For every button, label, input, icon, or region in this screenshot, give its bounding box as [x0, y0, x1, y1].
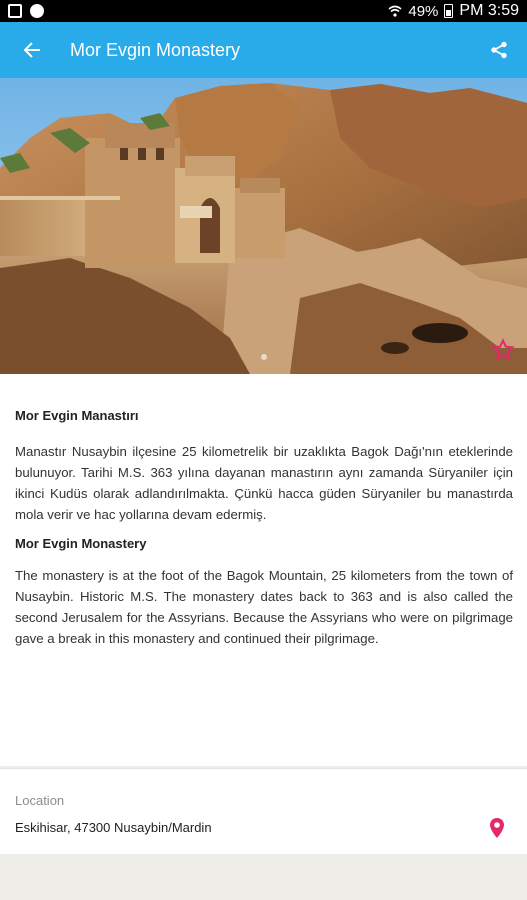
arrow-back-icon — [23, 41, 41, 59]
description-english: The monastery is at the foot of the Bagok Mountain, 25 kilometers from the town of Nusaybin. Historic M.S. The monastery dates back to 363 and is also called the second Jerusalem for the Assyrians. Because the Assyrians who were on pilgrimage gave a break in this monastery and continued their pilgrimage. — [15, 568, 513, 646]
star-outline-icon[interactable] — [491, 338, 515, 362]
description-turkish: Manastır Nusaybin ilçesine 25 kilometrelik bir uzaklıkta Bagok Dağı'nın eteklerinde bulunuyor. Tarihi M.S. 363 yılına dayanan manastırın aynı zamanda Süryaniler için ikinci Kudüs olarak adlandırılmakta. Çünkü hacca güden Süryaniler bu manastırda mola verir ve hac yollarına devam edermiş. — [15, 444, 513, 522]
description-section — [0, 374, 527, 766]
location-address: Eskihisar, 47300 Nusaybin/Mardin — [15, 820, 212, 835]
app-notification-icon — [30, 4, 44, 18]
wifi-icon — [388, 5, 402, 17]
carousel-dots — [261, 354, 267, 360]
monastery-photo[interactable] — [0, 78, 527, 374]
gallery-notification-icon — [8, 4, 22, 18]
heading-english: Mor Evgin Monastery — [15, 536, 147, 551]
battery-percent: 49% — [408, 2, 439, 20]
monastery-image — [0, 78, 527, 374]
heading-turkish: Mor Evgin Manastırı — [15, 408, 139, 423]
app-bar — [0, 22, 527, 78]
share-button[interactable] — [485, 36, 513, 64]
status-bar — [0, 0, 527, 22]
battery-icon — [444, 4, 453, 18]
location-label: Location — [15, 793, 65, 808]
clock: PM 3:59 — [459, 2, 519, 19]
carousel-dot — [261, 354, 267, 360]
location-pin-icon[interactable] — [489, 817, 505, 839]
page-title: Mor Evgin Monastery — [70, 39, 241, 60]
share-icon — [490, 41, 508, 59]
back-button[interactable] — [0, 22, 64, 78]
location-section — [0, 768, 527, 854]
